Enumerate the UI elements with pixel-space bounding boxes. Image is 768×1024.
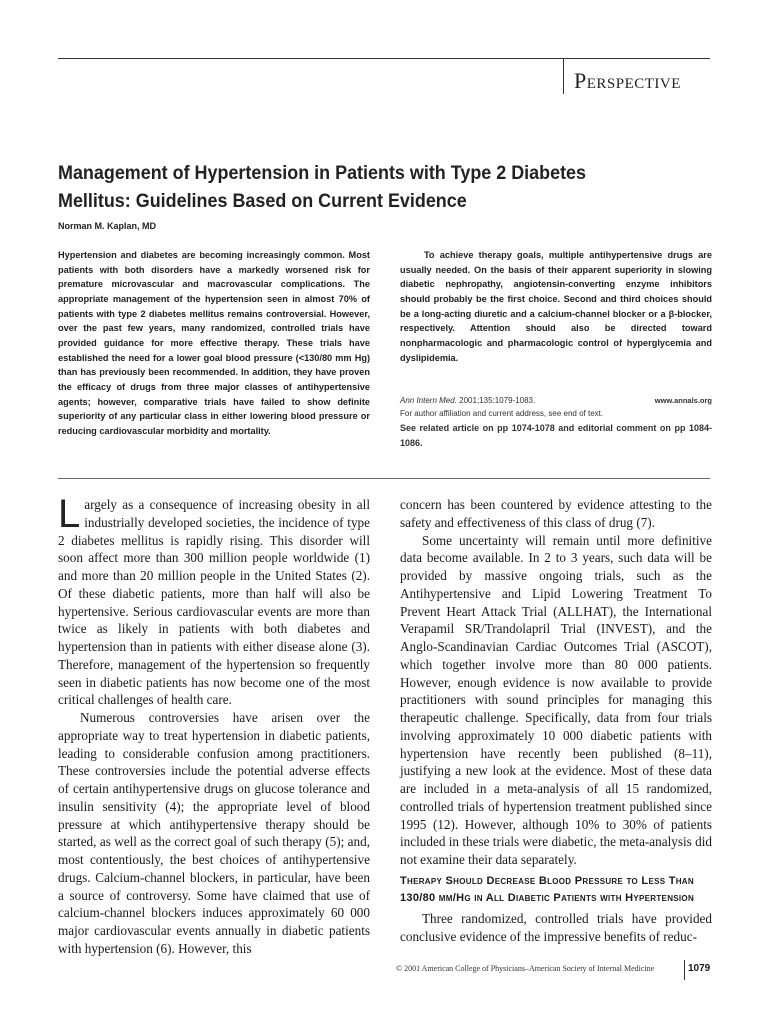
- body-paragraph-2: Numerous controversies have arisen over the appropriate way to treat hypertension in diabetic patients, leading to considerable confusion among practitioners. These controversies include the potential adverse effects of certain antihypertensive drugs on glucose tolerance and insulin sensitivity (4); the appropriate level of blood pressure at which antihypertensive therapy should be started, as well as the correct goal of such therapy (5); and, most contentiously, the best choices of antihypertensive drugs. Calcium-channel blockers, in particular, have been a source of controversy. Some have claimed that use of calcium-channel blockers induces approximately 60 000 major cardiovascular events annually in diabetic patients with hypertension (6). However, this: [58, 710, 370, 956]
- abstract-left: Hypertension and diabetes are becoming increasingly common. Most patients with both disorders have a markedly worsened risk for premature microvascular and macrovascular complications. The appropriate management of the hypertension seen in almost 70% of patients with type 2 diabetes mellitus remains controversial. However, over the past few years, many randomized, controlled trials have provided guidance for more effective therapy. These trials have established the need for a lower goal blood pressure (<130/80 mm Hg) than has previously been recommended. In addition, they have proven the efficacy of drugs from three major classes of antihypertensive agents; however, comparative trials have failed to show definite superiority of any particular class in either lowering blood pressure or reducing cardiovascular morbidity and mortality.: [58, 250, 370, 436]
- top-rule: [58, 58, 710, 59]
- section-divider: [563, 58, 564, 94]
- citation-reference: [400, 394, 535, 407]
- section-label: Perspective: [574, 68, 681, 93]
- section-heading: Therapy Should Decrease Blood Pressure to Less Than 130/80 mm/Hg in All Diabetic Patients with Hypertension: [400, 874, 695, 905]
- body-paragraph-1: argely as a consequence of increasing obesity in all industrially developed societies, the incidence of type 2 diabetes mellitus is rapidly rising. This disorder will soon affect more than 300 million people worldwide (1) and more than 20 million people in the United States (2). Of these diabetic patients, more than half will also be hypertensive. Serious cardiovascular events are more than twice as likely in patients with both diabetes and hypertension than in patients with either disease alone (3). Therefore, management of the hypertension so frequently seen in diabetic patients has now become one of the most critical challenges of health care.: [58, 497, 370, 708]
- citation-journal: Ann Intern Med.: [400, 396, 457, 405]
- related-articles-note: See related article on pp 1074-1078 and editorial comment on pp 1084-1086.: [400, 423, 712, 448]
- footer-divider: [684, 960, 685, 980]
- body-paragraph-3: concern has been countered by evidence attesting to the safety and effectiveness of this class of drug (7).: [400, 497, 712, 530]
- abstract-right: To achieve therapy goals, multiple antihypertensive drugs are usually needed. On the basis of their apparent superiority in slowing diabetic nephropathy, angiotensin-converting enzyme inhibitors should probably be the first choice. Second and third choices should be a long-acting diuretic and a calcium-channel blocker or a β-blocker, respectively. Attention should also be directed toward nonpharmacologic and pharmacologic control of hyperglycemia and dyslipidemia.: [400, 250, 712, 363]
- body-paragraph-5: Three randomized, controlled trials have provided conclusive evidence of the impressive benefits of reduc-: [400, 910, 712, 944]
- drop-cap: L: [58, 492, 81, 536]
- citation-volume: 2001;135:1079-1083.: [459, 396, 536, 405]
- article-author: Norman M. Kaplan, MD: [58, 221, 157, 231]
- page-number: 1079: [688, 963, 711, 974]
- body-column-left: [58, 492, 370, 958]
- section-rule: [58, 478, 710, 479]
- body-paragraph-4: Some uncertainty will remain until more definitive data become available. In 2 to 3 years, such data will be provided by massive ongoing trials, such as the Antihypertensive and Lipid Lowering Treatment To Prevent Heart Attack Trial (ALLHAT), the International Verapamil SR/Trandolapril Trial (INVEST), and the Anglo-Scandinavian Cardiac Outcomes Trial (ASCOT), which together involve more than 80 000 patients. However, enough evidence is now available to provide practitioners with sound principles for managing this therapeutic challenge. Specifically, data from four trials involving approximately 10 000 diabetic patients with hypertension have recently been published (8–11), justifying a new look at the evidence. Most of these data are included in a meta-analysis of all 15 randomized, controlled trials of hypertension treatment published since 1995 (12). However, although 10% to 30% of patients included in these trials were diabetic, the meta-analysis did not examine their data separately.: [400, 532, 712, 867]
- affiliation-note: For author affiliation and current address, see end of text.: [400, 409, 604, 418]
- article-title: Management of Hypertension in Patients with Type 2 Diabetes Mellitus: Guidelines Based on Current Evidence: [58, 162, 587, 212]
- citation-block: [400, 394, 712, 450]
- journal-website-link[interactable]: www.annals.org: [654, 396, 712, 405]
- footer-copyright: © 2001 American College of Physicians–American Society of Internal Medicine: [396, 964, 655, 973]
- body-column-right: [400, 496, 712, 945]
